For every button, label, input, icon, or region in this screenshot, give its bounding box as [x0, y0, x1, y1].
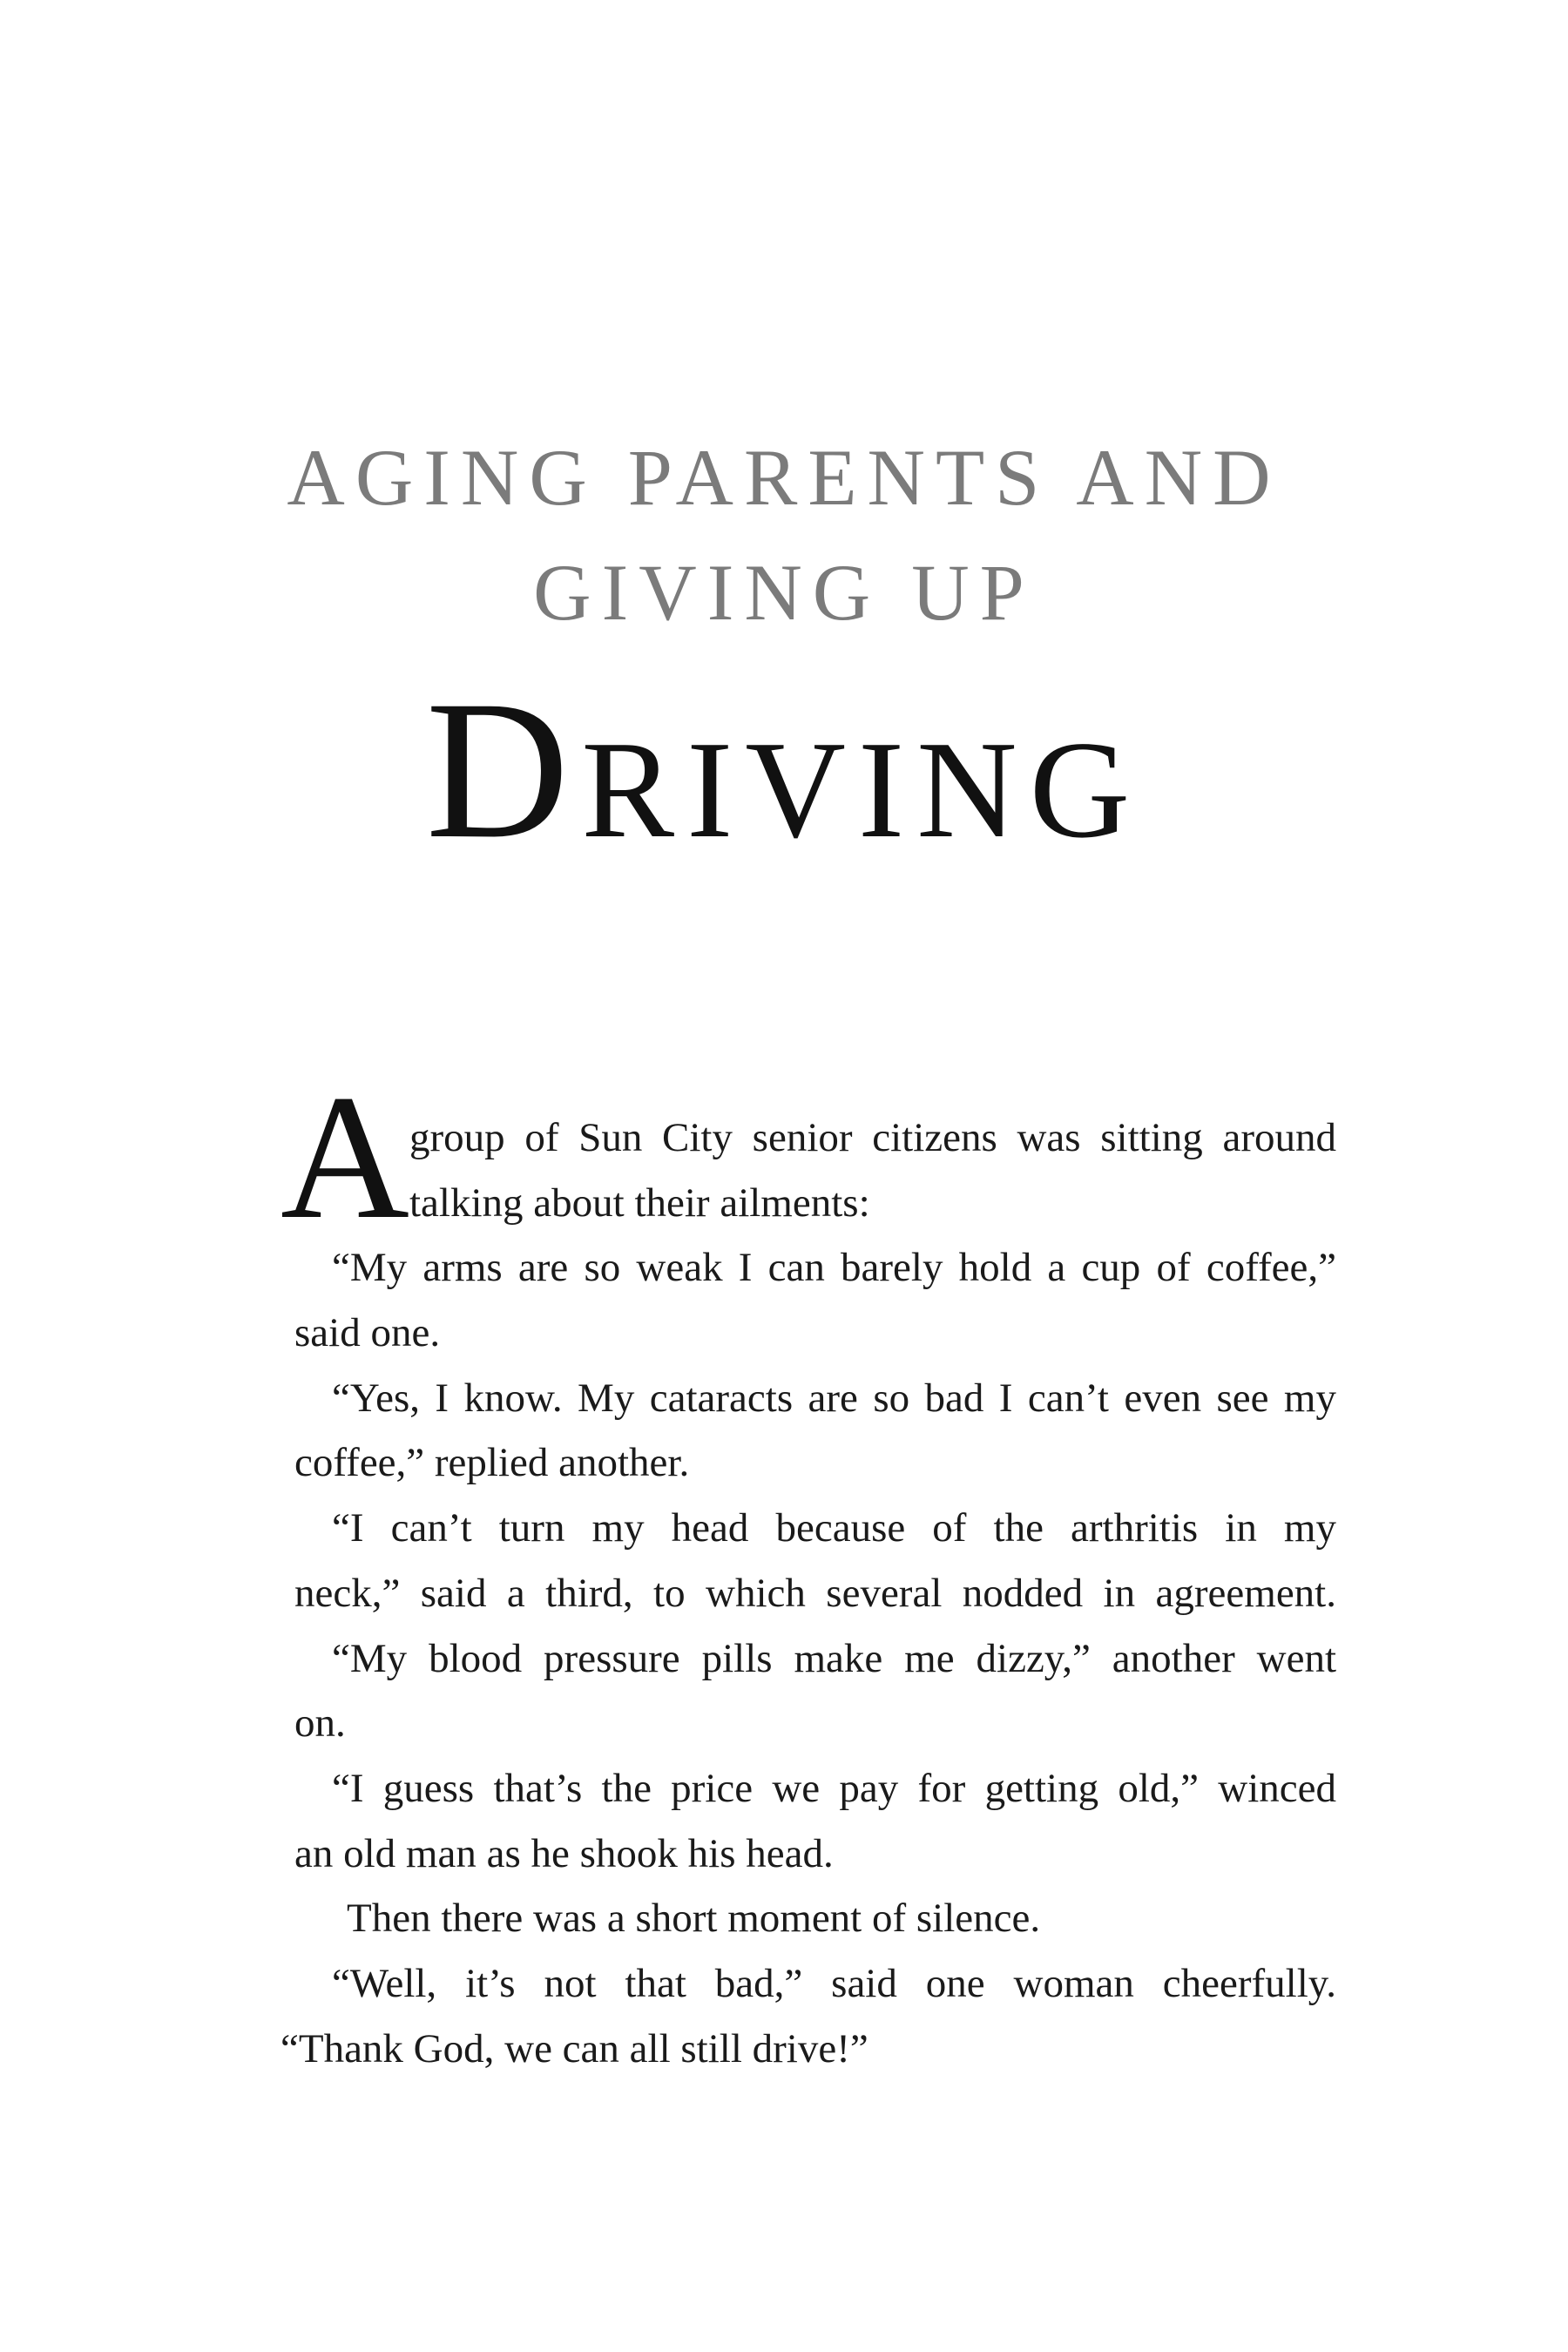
text-line: coffee,” replied another.	[294, 1440, 690, 1486]
text-line: Then there was a short moment of silence.	[347, 1896, 1041, 1942]
text-line: “Well, it’s not that bad,” said one woman cheerfully.	[332, 1960, 1336, 2006]
text-line: an old man as he shook his head.	[294, 1830, 834, 1876]
chapter-title-main: Driving	[425, 660, 1143, 880]
text-line: neck,” said a third, to which several nodded in agreement.	[294, 1570, 1336, 1616]
text-line: on.	[294, 1700, 346, 1747]
chapter-title-line-1: AGING PARENTS AND	[287, 433, 1281, 522]
text-line: “Thank God, we can all still drive!”	[280, 2025, 868, 2072]
text-line: “My blood pressure pills make me dizzy,” another went	[332, 1635, 1336, 1681]
text-line: “I can’t turn my head because of the arthritis in my	[332, 1505, 1336, 1551]
text-line: “I guess that’s the price we pay for getting old,” winced	[332, 1765, 1336, 1811]
text-line: “Yes, I know. My cataracts are so bad I can’t even see my	[332, 1375, 1336, 1421]
body-text	[280, 1105, 1336, 2081]
drop-cap: A	[280, 1058, 410, 1256]
text-line: talking about their ailments:	[409, 1179, 870, 1226]
chapter-title-line-2: GIVING UP	[533, 548, 1035, 637]
text-line: said one.	[294, 1310, 441, 1356]
text-line: “My arms are so weak I can barely hold a cup of coffee,”	[332, 1245, 1336, 1291]
text-line: group of Sun City senior citizens was sitting around	[409, 1115, 1336, 1160]
